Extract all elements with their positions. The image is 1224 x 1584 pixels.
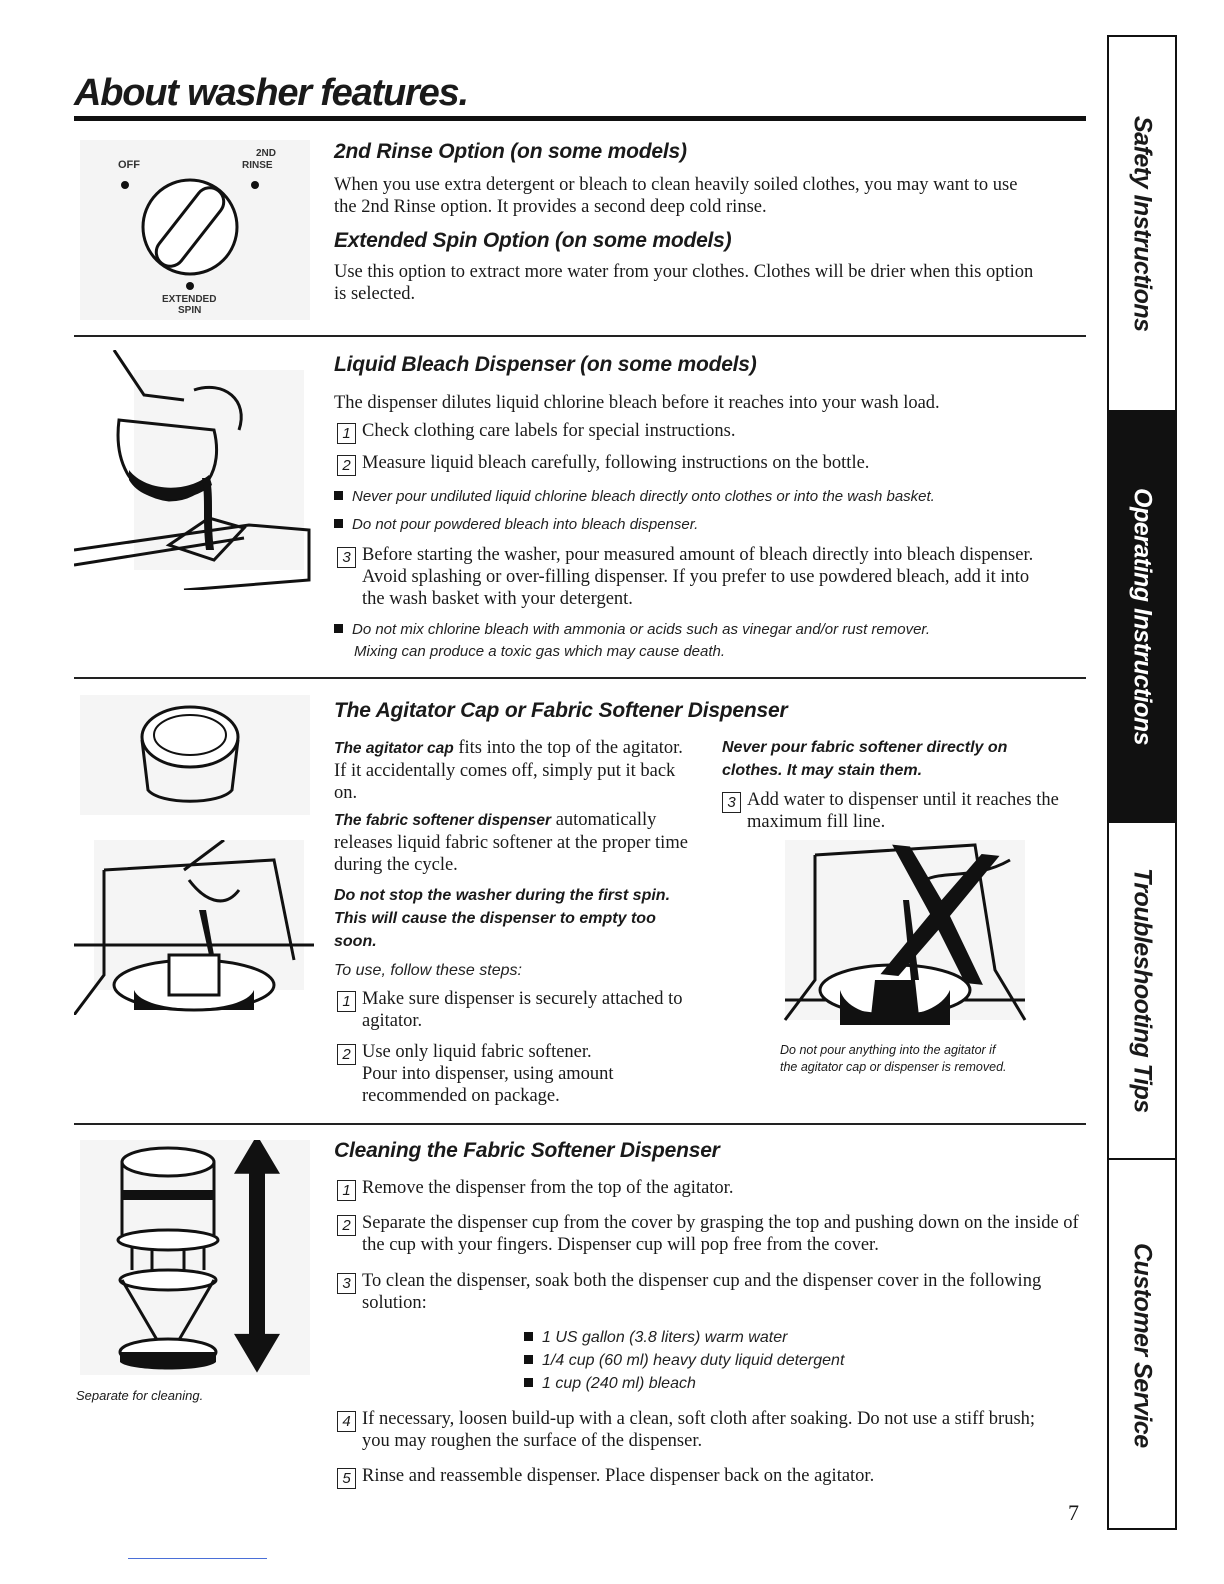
bleach-warning-3b: Mixing can produce a toxic gas which may cause death.	[354, 643, 726, 660]
step-number: 4	[337, 1411, 356, 1432]
cleaning-step-5	[337, 1465, 1057, 1489]
tab-customer-service[interactable]: Customer Service	[1109, 1158, 1175, 1530]
section-tabs	[1107, 35, 1177, 1530]
softener-step-2	[337, 1041, 702, 1107]
fabric-dispenser-text: The fabric softener dispenser automatically releases liquid fabric softener at the proper time during the cycle.	[334, 810, 688, 875]
bleach-warning-3: Do not mix chlorine bleach with ammonia or acids such as vinegar and/or rust remover.	[334, 620, 930, 640]
solution-item-3: 1 cup (240 ml) bleach	[524, 1374, 696, 1394]
never-pour-warning-2: clothes. It may stain them.	[722, 762, 923, 779]
dial-label-rinse: RINSE	[242, 160, 273, 171]
bleach-warning-1: Never pour undiluted liquid chlorine bleach directly onto clothes or into the wash basket.	[334, 487, 935, 507]
solution-item-1: 1 US gallon (3.8 liters) warm water	[524, 1328, 787, 1348]
tab-troubleshooting-tips[interactable]: Troubleshooting Tips	[1128, 868, 1157, 1113]
step-text: Measure liquid bleach carefully, following instructions on the bottle.	[362, 453, 870, 473]
no-pour-caption-1: Do not pour anything into the agitator if	[780, 1043, 996, 1057]
separate-dispenser-illustration	[80, 1140, 310, 1380]
step-text: Remove the dispenser from the top of the agitator.	[362, 1178, 734, 1198]
bleach-intro: The dispenser dilutes liquid chlorine bleach before it reaches into your wash load.	[334, 393, 940, 413]
bleach-warning-2: Do not pour powdered bleach into bleach dispenser.	[334, 515, 698, 535]
step-text: Pour into dispenser, using amount recommended on package.	[362, 1064, 614, 1106]
agitator-cap-illustration	[80, 695, 310, 830]
step-number: 5	[337, 1468, 356, 1489]
no-stop-warning-2: This will cause the dispenser to empty too	[334, 910, 656, 927]
step-number: 3	[337, 547, 356, 568]
agitator-cap-heading: The Agitator Cap or Fabric Softener Dispenser	[334, 699, 788, 722]
step-text: Check clothing care labels for special instructions.	[362, 421, 736, 441]
step-text: If necessary, loosen build-up with a clean, soft cloth after soaking. Do not use a stiff brush; you may roughen the surface of the dispenser.	[362, 1409, 1036, 1451]
page-title: About washer features.	[74, 72, 468, 114]
pouring-softener-illustration	[74, 840, 314, 1015]
cleaning-step-3	[337, 1270, 1057, 1314]
dial-label-spin: SPIN	[178, 305, 202, 316]
extended-spin-heading: Extended Spin Option (on some models)	[334, 229, 732, 252]
separate-caption: Separate for cleaning.	[76, 1388, 204, 1403]
cleaning-step-1	[337, 1177, 1082, 1201]
bleach-step-1	[337, 420, 1057, 444]
step-number: 2	[337, 455, 356, 476]
step-text: Add water to dispenser until it reaches the maximum fill line.	[747, 790, 1059, 832]
title-rule	[74, 116, 1086, 121]
cleaning-heading: Cleaning the Fabric Softener Dispenser	[334, 1139, 720, 1162]
no-stop-warning-1: Do not stop the washer during the first spin.	[334, 887, 671, 904]
step-text: Separate the dispenser cup from the cover by grasping the top and pushing down on the inside of the cup with your fingers. Dispenser cup will pop free from the cover.	[362, 1213, 1079, 1255]
section-divider	[74, 335, 1086, 337]
cleaning-step-4	[337, 1408, 1057, 1452]
agitator-cap-text: The agitator cap fits into the top of the agitator. If it accidentally comes off, simply put it back on.	[334, 738, 683, 803]
bleach-pouring-illustration	[74, 350, 314, 590]
bleach-step-2	[337, 452, 1057, 476]
never-pour-warning-1: Never pour fabric softener directly on	[722, 739, 1008, 756]
step-number: 2	[337, 1215, 356, 1236]
step-number: 1	[337, 1180, 356, 1201]
step-number: 1	[337, 423, 356, 444]
bleach-step-3	[337, 544, 1037, 610]
bleach-dispenser-heading: Liquid Bleach Dispenser (on some models)	[334, 353, 757, 376]
dial-label-extended: EXTENDED	[162, 294, 217, 305]
page-number: 7	[1068, 1500, 1079, 1525]
extended-spin-text: Use this option to extract more water from your clothes. Clothes will be drier when this option is selected.	[334, 262, 1034, 304]
rinse-option-text: When you use extra detergent or bleach to clean heavily soiled clothes, you may want to use the 2nd Rinse option. It provides a second deep cold rinse.	[334, 175, 1018, 217]
step-text: Make sure dispenser is securely attached to agitator.	[362, 989, 683, 1031]
step-text: Before starting the washer, pour measured amount of bleach directly into bleach dispenser. Avoid splashing or over-filling dispenser. If you prefer to use powdered bleach, add it into the wash basket with your detergent.	[362, 545, 1034, 609]
footer-line	[128, 1558, 267, 1559]
to-use-label: To use, follow these steps:	[334, 962, 522, 979]
step-text: Use only liquid fabric softener.	[362, 1042, 592, 1062]
softener-step-1	[337, 988, 702, 1032]
softener-step-3	[722, 789, 1082, 833]
step-number: 3	[722, 792, 741, 813]
tab-operating-instructions[interactable]: Operating Instructions	[1109, 410, 1175, 823]
cleaning-step-2	[337, 1212, 1082, 1256]
no-pour-agitator-illustration	[775, 840, 1030, 1025]
rinse-option-heading: 2nd Rinse Option (on some models)	[334, 140, 687, 163]
step-number: 3	[337, 1273, 356, 1294]
step-text: Rinse and reassemble dispenser. Place dispenser back on the agitator.	[362, 1466, 875, 1486]
solution-item-2: 1/4 cup (60 ml) heavy duty liquid detergent	[524, 1351, 844, 1371]
no-stop-warning-3: soon.	[334, 933, 377, 950]
no-pour-caption-2: the agitator cap or dispenser is removed.	[780, 1060, 1007, 1074]
step-text: To clean the dispenser, soak both the dispenser cup and the dispenser cover in the following solution:	[362, 1271, 1042, 1313]
section-divider	[74, 1123, 1086, 1125]
section-divider	[74, 677, 1086, 679]
dial-label-2nd: 2ND	[256, 148, 277, 159]
dial-label-off: OFF	[118, 159, 140, 171]
step-number: 1	[337, 991, 356, 1012]
step-number: 2	[337, 1044, 356, 1065]
cycle-dial-illustration	[80, 140, 310, 320]
tab-safety-instructions[interactable]: Safety Instructions	[1128, 115, 1157, 332]
